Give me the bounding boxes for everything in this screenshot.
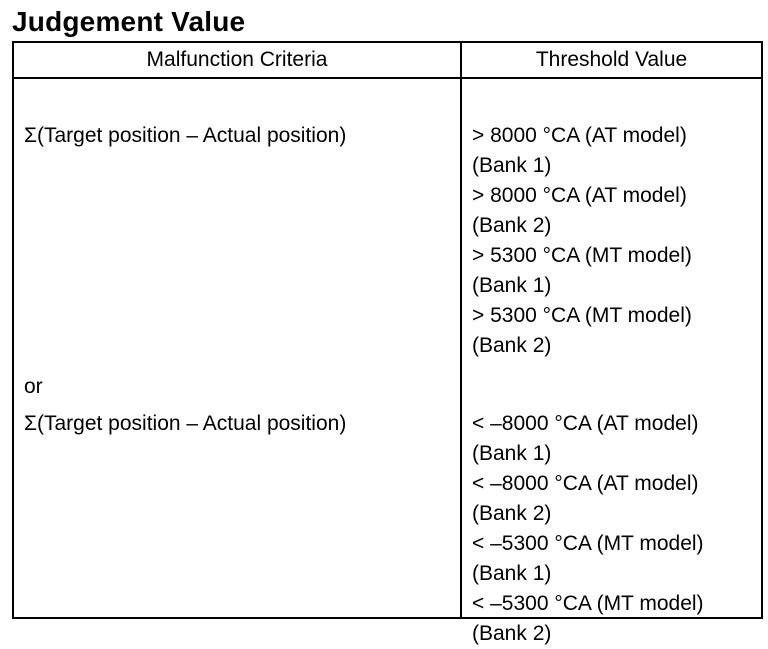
threshold-line: (Bank 2) (472, 622, 552, 645)
threshold-line: < –5300 °CA (MT model) (472, 592, 704, 615)
header-threshold-value: Threshold Value (462, 43, 761, 79)
threshold-line: < –8000 °CA (AT model) (472, 412, 699, 435)
threshold-line: (Bank 2) (472, 334, 552, 357)
criteria-cell (14, 79, 462, 617)
threshold-line: > 5300 °CA (MT model) (472, 244, 692, 267)
criteria-connector-or: or (24, 375, 43, 398)
header-malfunction-criteria: Malfunction Criteria (14, 43, 462, 79)
threshold-line: > 8000 °CA (AT model) (472, 184, 687, 207)
threshold-line: > 8000 °CA (AT model) (472, 124, 687, 147)
page-title: Judgement Value (12, 6, 246, 37)
criteria-negative: Σ(Target position – Actual position) (24, 412, 347, 435)
threshold-line: < –5300 °CA (MT model) (472, 532, 704, 555)
threshold-cell (462, 79, 761, 645)
threshold-line: (Bank 1) (472, 154, 552, 177)
threshold-line: < –8000 °CA (AT model) (472, 472, 699, 495)
threshold-line: (Bank 1) (472, 562, 552, 585)
threshold-line: (Bank 2) (472, 214, 552, 237)
judgement-table (12, 41, 763, 645)
threshold-line: (Bank 2) (472, 502, 552, 525)
criteria-positive: Σ(Target position – Actual position) (24, 124, 347, 147)
threshold-line: > 5300 °CA (MT model) (472, 304, 692, 327)
threshold-line: (Bank 1) (472, 442, 552, 465)
threshold-line: (Bank 1) (472, 274, 552, 297)
